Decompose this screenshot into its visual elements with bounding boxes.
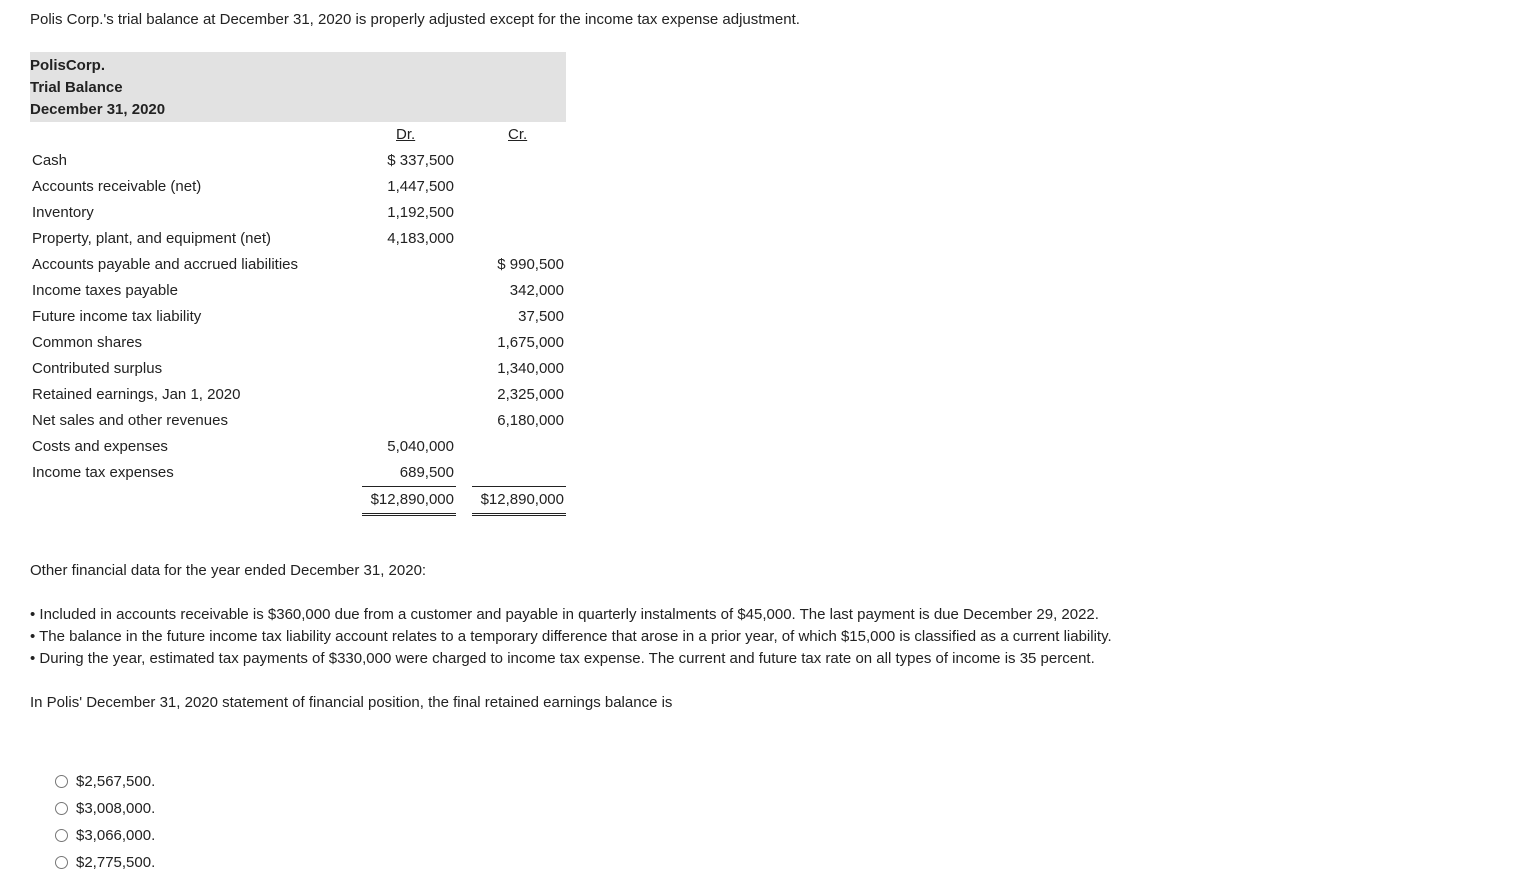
radio-button[interactable] [55,802,68,815]
account-name: Property, plant, and equipment (net) [32,230,272,247]
account-name: Contributed surplus [32,360,163,377]
total-dr: $12,890,000 [370,491,454,508]
dr-amount: $ 337,500 [387,152,454,169]
company-name: PolisCorp. [30,57,106,74]
account-name: Income tax expenses [32,464,174,481]
cr-amount: 1,675,000 [497,334,564,351]
table-row [30,330,566,356]
total-row [30,487,566,513]
option-d[interactable] [55,849,155,876]
cr-amount: $ 990,500 [497,256,564,273]
table-row [30,408,566,434]
account-name: Income taxes payable [32,282,178,299]
cr-amount: 6,180,000 [497,412,564,429]
option-label: $3,066,000. [76,827,156,844]
cr-total-double-rule [472,513,566,516]
table-row [30,382,566,408]
account-name: Future income tax liability [32,308,202,325]
account-name: Inventory [32,204,94,221]
total-cr: $12,890,000 [480,491,564,508]
dr-amount: 1,447,500 [387,178,454,195]
table-row [30,252,566,278]
account-name: Accounts payable and accrued liabilities [32,256,298,273]
option-label: $2,567,500. [76,773,156,790]
cr-amount: 1,340,000 [497,360,564,377]
option-label: $3,008,000. [76,800,156,817]
statement-title: Trial Balance [30,79,123,96]
statement-date: December 31, 2020 [30,101,166,118]
radio-button[interactable] [55,829,68,842]
dr-total-double-rule [362,513,456,516]
table-row [30,200,566,226]
account-name: Accounts receivable (net) [32,178,202,195]
account-name: Costs and expenses [32,438,168,455]
trial-balance-table [30,52,566,508]
account-name: Cash [32,152,68,169]
account-name: Retained earnings, Jan 1, 2020 [32,386,241,403]
cr-column-header: Cr. [508,126,528,143]
bullet-3: • During the year, estimated tax payments of $330,000 were charged to income tax expense. The current and future tax rate on all types of income is 35 percent. [30,650,1095,667]
bullet-1: • Included in accounts receivable is $360,000 due from a customer and payable in quarterly instalments of $45,000. The last payment is due December 29, 2022. [30,606,1099,623]
option-a[interactable] [55,768,155,795]
table-row [30,278,566,304]
cr-amount: 342,000 [509,282,564,299]
intro-text: Polis Corp.'s trial balance at December 31, 2020 is properly adjusted except for the income tax expense adjustment. [30,11,800,28]
answer-options [55,768,155,876]
account-name: Common shares [32,334,143,351]
option-c[interactable] [55,822,155,849]
dr-amount: 1,192,500 [387,204,454,221]
table-header [30,52,566,122]
dr-amount: 5,040,000 [387,438,454,455]
dr-column-header: Dr. [396,126,416,143]
table-row [30,174,566,200]
bullet-2: • The balance in the future income tax liability account relates to a temporary difference that arose in a prior year, of which $15,000 is classified as a current liability. [30,628,1112,645]
table-row [30,460,566,486]
dr-amount: 4,183,000 [387,230,454,247]
table-row [30,226,566,252]
dr-amount: 689,500 [399,464,454,481]
question-text: In Polis' December 31, 2020 statement of financial position, the final retained earnings balance is [30,694,673,711]
option-b[interactable] [55,795,155,822]
other-data-heading: Other financial data for the year ended December 31, 2020: [30,562,427,579]
cr-amount: 37,500 [518,308,564,325]
table-row [30,148,566,174]
option-label: $2,775,500. [76,854,156,871]
table-row [30,356,566,382]
radio-button[interactable] [55,775,68,788]
table-row [30,304,566,330]
table-row [30,434,566,460]
radio-button[interactable] [55,856,68,869]
cr-amount: 2,325,000 [497,386,564,403]
account-name: Net sales and other revenues [32,412,228,429]
